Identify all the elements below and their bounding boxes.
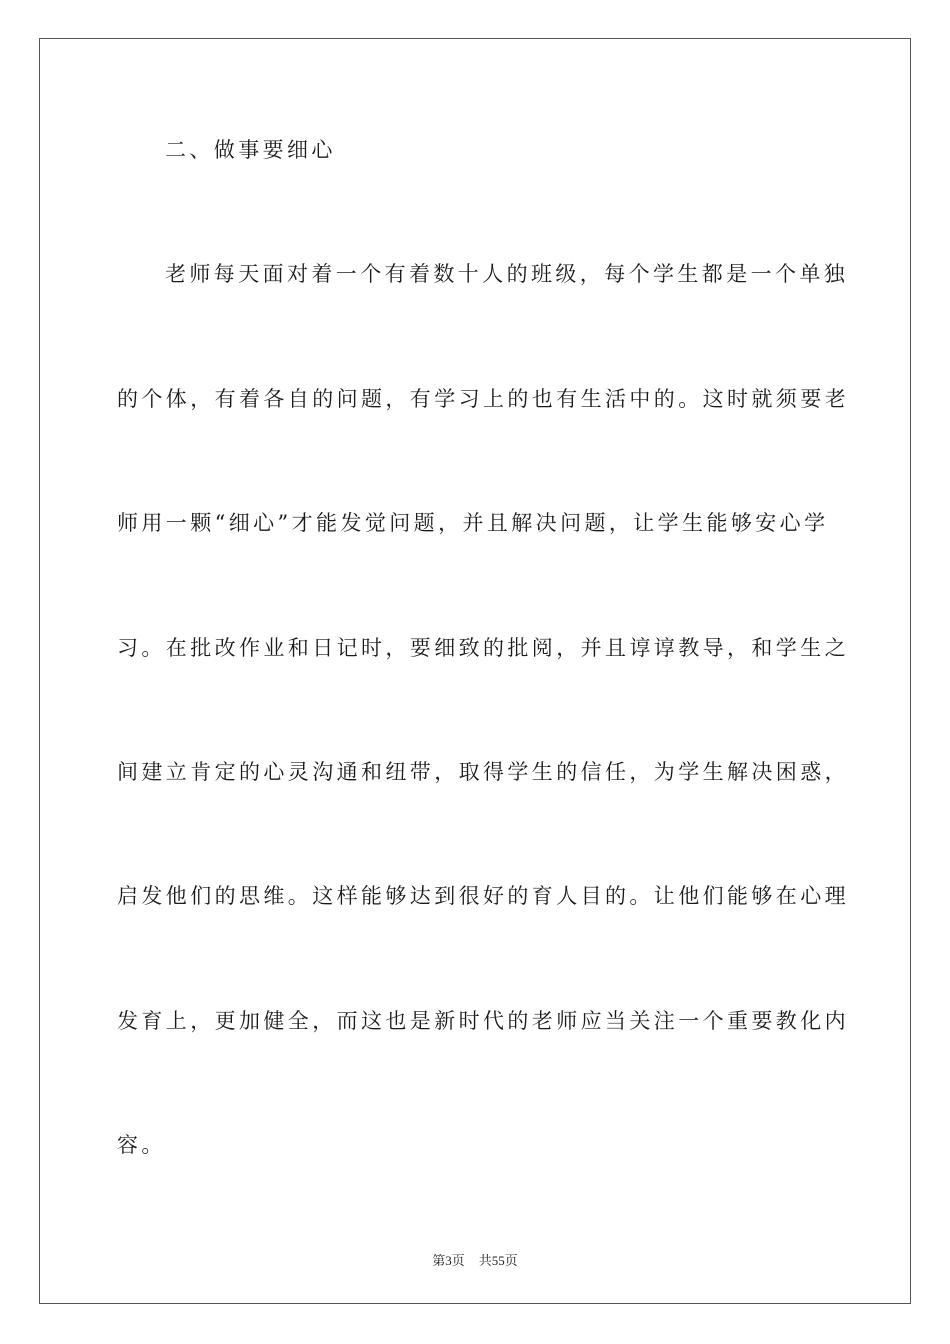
page-total: 共55页 [478,1253,518,1268]
section-heading: 二、做事要细心 [165,138,336,162]
paragraph-line: 习。在批改作业和日记时，要细致的批阅，并且谆谆教导，和学生之 [117,636,849,660]
paragraph-line: 发育上，更加健全，而这也是新时代的老师应当关注一个重要教化内 [117,1009,849,1033]
paragraph-line: 的个体，有着各自的问题，有学习上的也有生活中的。这时就须要老 [117,387,849,411]
page-frame [39,38,911,1304]
page-number: 第3页 [432,1253,465,1268]
paragraph-line: 师用一颗“细心”才能发觉问题，并且解决问题，让学生能够安心学 [117,511,829,535]
paragraph-line: 间建立肯定的心灵沟通和纽带，取得学生的信任，为学生解决困惑， [117,760,849,784]
paragraph-line: 启发他们的思维。这样能够达到很好的育人目的。让他们能够在心理 [117,884,849,908]
paragraph-line: 容。 [117,1133,166,1157]
paragraph-line: 老师每天面对着一个有着数十人的班级，每个学生都是一个单独 [165,262,849,286]
page-footer [0,1250,950,1269]
